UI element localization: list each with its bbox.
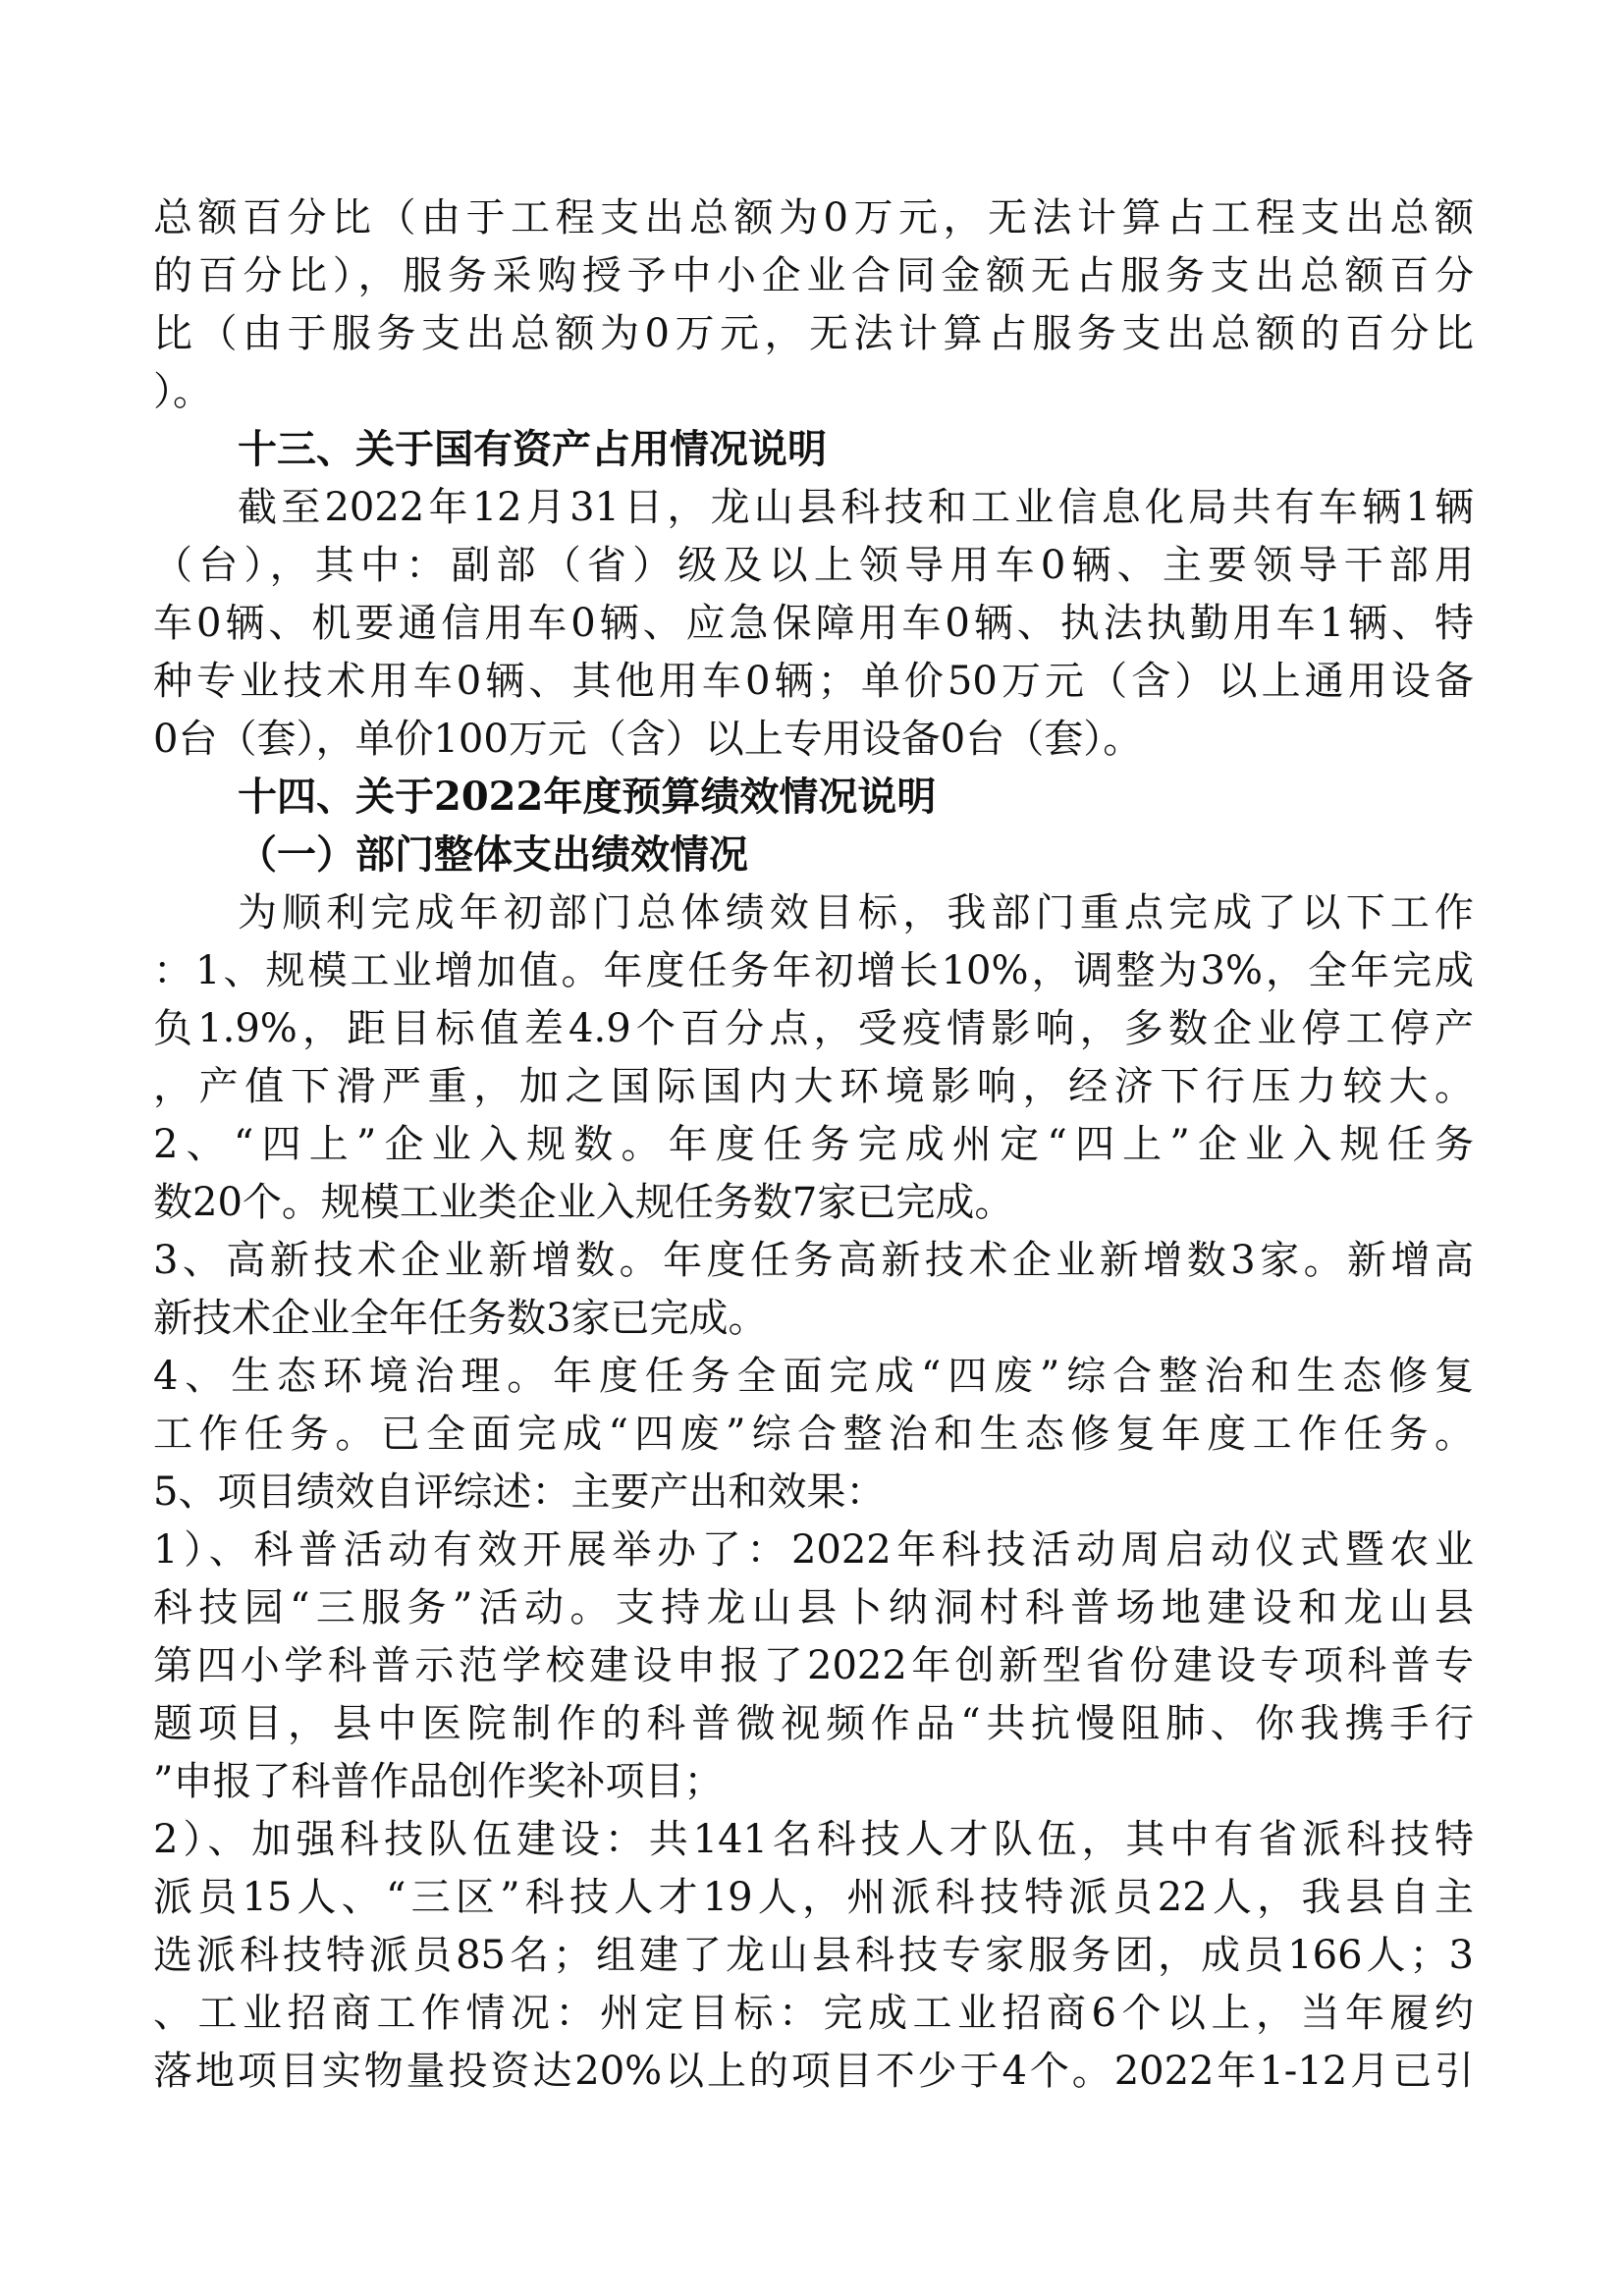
body-line: 比（由于服务支出总额为0万元，无法计算占服务支出总额的百分比 bbox=[153, 311, 1474, 356]
body-line: 派员15人、“三区”科技人才19人，州派科技特派员22人，我县自主 bbox=[153, 1875, 1474, 1920]
body-line: 新技术企业全年任务数3家已完成。 bbox=[153, 1296, 768, 1341]
subsection-heading: （一）部门整体支出绩效情况 bbox=[238, 831, 748, 878]
body-line: 为顺利完成年初部门总体绩效目标，我部门重点完成了以下工作 bbox=[238, 890, 1474, 935]
body-line: 种专业技术用车0辆、其他用车0辆；单价50万元（含）以上通用设备 bbox=[153, 659, 1474, 704]
body-line: 5、项目绩效自评综述：主要产出和效果： bbox=[153, 1469, 886, 1515]
body-line: 的百分比），服务采购授予中小企业合同金额无占服务支出总额百分 bbox=[153, 253, 1474, 298]
body-line: 0台（套），单价100万元（含）以上专用设备0台（套）。 bbox=[153, 717, 1143, 762]
body-line: 、工业招商工作情况：州定目标：完成工业招商6个以上，当年履约 bbox=[153, 1991, 1474, 2036]
body-line: 数20个。规模工业类企业入规任务数7家已完成。 bbox=[153, 1180, 1014, 1225]
body-line: 题项目，县中医院制作的科普微视频作品“共抗慢阻肺、你我携手行 bbox=[153, 1701, 1474, 1746]
body-line: ：1、规模工业增加值。年度任务年初增长10%，调整为3%，全年完成 bbox=[153, 948, 1474, 993]
section-heading: 十四、关于2022年度预算绩效情况说明 bbox=[238, 774, 937, 820]
body-line: 1）、科普活动有效开展举办了：2022年科技活动周启动仪式暨农业 bbox=[153, 1527, 1474, 1573]
body-line: （台），其中：副部（省）级及以上领导用车0辆、主要领导干部用 bbox=[153, 543, 1474, 588]
body-line: ”申报了科普作品创作奖补项目； bbox=[153, 1759, 724, 1804]
body-line: 科技园“三服务”活动。支持龙山县卜纳洞村科普场地建设和龙山县 bbox=[153, 1585, 1474, 1630]
body-line: 负1.9%，距目标值差4.9个百分点，受疫情影响，多数企业停工停产 bbox=[153, 1006, 1474, 1051]
body-line: 选派科技特派员85名；组建了龙山县科技专家服务团，成员166人；3 bbox=[153, 1933, 1474, 1978]
body-line: 车0辆、机要通信用车0辆、应急保障用车0辆、执法执勤用车1辆、特 bbox=[153, 601, 1474, 646]
body-line: 2、“四上”企业入规数。年度任务完成州定“四上”企业入规任务 bbox=[153, 1122, 1474, 1167]
body-line: 4、生态环境治理。年度任务全面完成“四废”综合整治和生态修复 bbox=[153, 1354, 1474, 1399]
section-heading: 十三、关于国有资产占用情况说明 bbox=[238, 426, 827, 472]
body-line: 工作任务。已全面完成“四废”综合整治和生态修复年度工作任务。 bbox=[153, 1412, 1474, 1457]
body-line: 2）、加强科技队伍建设：共141名科技人才队伍，其中有省派科技特 bbox=[153, 1817, 1474, 1862]
body-line: ，产值下滑严重，加之国际国内大环境影响，经济下行压力较大。 bbox=[153, 1064, 1474, 1109]
body-line: ）。 bbox=[153, 369, 212, 414]
body-line: 3、高新技术企业新增数。年度任务高新技术企业新增数3家。新增高 bbox=[153, 1238, 1474, 1283]
body-line: 第四小学科普示范学校建设申报了2022年创新型省份建设专项科普专 bbox=[153, 1643, 1474, 1688]
body-line: 截至2022年12月31日，龙山县科技和工业信息化局共有车辆1辆 bbox=[238, 485, 1474, 530]
body-line: 落地项目实物量投资达20%以上的项目不少于4个。2022年1-12月已引 bbox=[153, 2049, 1474, 2094]
body-line: 总额百分比（由于工程支出总额为0万元，无法计算占工程支出总额 bbox=[153, 195, 1474, 240]
